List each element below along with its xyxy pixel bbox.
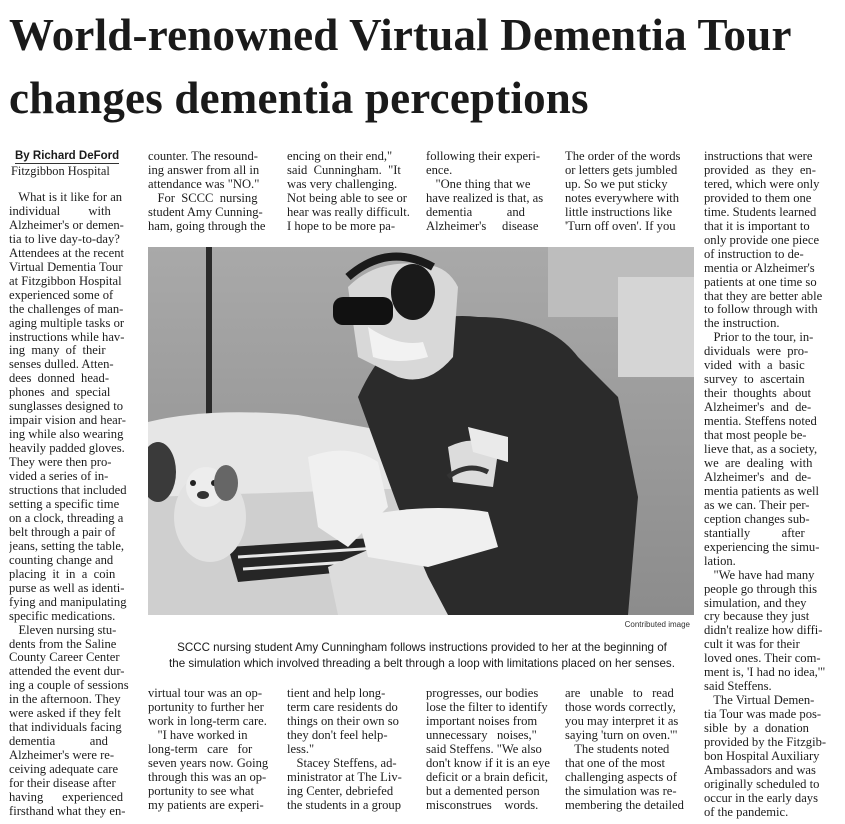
photo-caption-line-1: SCCC nursing student Amy Cunningham follows instructions provided to her at the beginning of — [177, 641, 667, 654]
byline-author: By Richard DeFord — [15, 150, 120, 162]
article-column-2-bottom: virtual tour was an op- portunity to further her work in long-term care. "I have worked in long-term care for seven years now. Going through this was an op- portunity to see what my patients are experi- — [148, 687, 269, 812]
byline-organization: Fitzgibbon Hospital — [11, 164, 110, 178]
photo-caption — [148, 640, 696, 671]
photo-credit: Contributed image — [624, 620, 690, 629]
article-column-5-bottom: are unable to read those words correctly, you may interpret it as saying 'turn on oven.'" The students noted that one of the most challenging aspects of the simulation was re- membering the detailed — [565, 687, 684, 812]
headline-line-1: World-renowned Virtual Dementia Tour — [9, 10, 792, 60]
photo-caption-line-2: the simulation which involved threading a belt through a loop with limitations placed on her senses. — [169, 656, 675, 670]
article-column-5-top: The order of the words or letters gets jumbled up. So we put sticky notes everywhere with little instructions like 'Turn off oven'. If you — [565, 150, 681, 233]
article-column-2-top: counter. The resound- ing answer from all in attendance was "NO." For SCCC nursing student Amy Cunning- ham, going through the — [148, 150, 266, 233]
article-column-6: instructions that were provided as they en- tered, which were only provided to them one time. Students learned that it is important to only provide one piece of instruction to de- mentia or Alzheimer's patients at one time so that they are better able to follow through with the instruction. Prior to the tour, in- dividuals were pro- vided with a basic survey to ascertain their thoughts about Alzheimer's and de- mentia. Steffens noted that most people be- lieve that, as a society, we are dealing with Alzheimer's and de- mentia patients as well as we can. Their per- ception changes sub- stantially after experiencing the simu- lation. "We have had many people go through this simulation, and they cry because they just didn't realize how diffi- cult it was for their loved ones. Their com- ment is, 'I had no idea,'" said Steffens. The Virtual Demen- tia Tour was made pos- sible by a donation provided by the Fitzgib- bon Hospital Auxiliary Ambassadors and was originally scheduled to occur in the early days of the pandemic. — [704, 150, 827, 819]
article-column-1: What is it like for an individual with Alzheimer's or demen- tia to live day-to-day? Attendees at the recent Virtual Dementia Tour at Fitzgibbon Hospital experienced some of the challenges of man- aging multiple tasks or instructions while hav- ing many of their senses dulled. Atten- dees donned head- phones and special sunglasses designed to impair vision and hear- ing while also wearing heavily padded gloves. They were then pro- vided a series of in- structions that included setting a specific time on a clock, threading a belt through a pair of jeans, setting the table, counting change and placing it in a coin purse as well as identi- fying and manipulating specific medications. Eleven nursing stu- dents from the Saline County Career Center attended the event dur- ing a couple of sessions in the afternoon. They were asked if they felt that individuals facing dementia and Alzheimer's were re- ceiving adequate care for their disease after having experienced firsthand what they en- — [9, 191, 129, 818]
headline-line-2: changes dementia perceptions — [9, 73, 589, 123]
article-column-4-bottom: progresses, our bodies lose the filter to identify important noises from unnecessary noises," said Steffens. "We also don't know if it is an eye deficit or a brain deficit, but a demented person misconstrues words. — [426, 687, 550, 812]
article-column-4-top: following their experi- ence. "One thing that we have realized is that, as dementia and Alzheimer's disease — [426, 150, 544, 233]
article-column-3-bottom: tient and help long- term care residents do things on their own so they don't feel help- less." Stacey Steffens, ad- ministrator at The Liv- ing Center, debriefed the students in a group — [287, 687, 402, 812]
article-photo — [148, 247, 694, 615]
article-column-3-top: encing on their end," said Cunningham. "It was very challenging. Not being able to see or hear was really difficult. I hope to be more pa- — [287, 150, 410, 233]
headline — [9, 4, 839, 130]
